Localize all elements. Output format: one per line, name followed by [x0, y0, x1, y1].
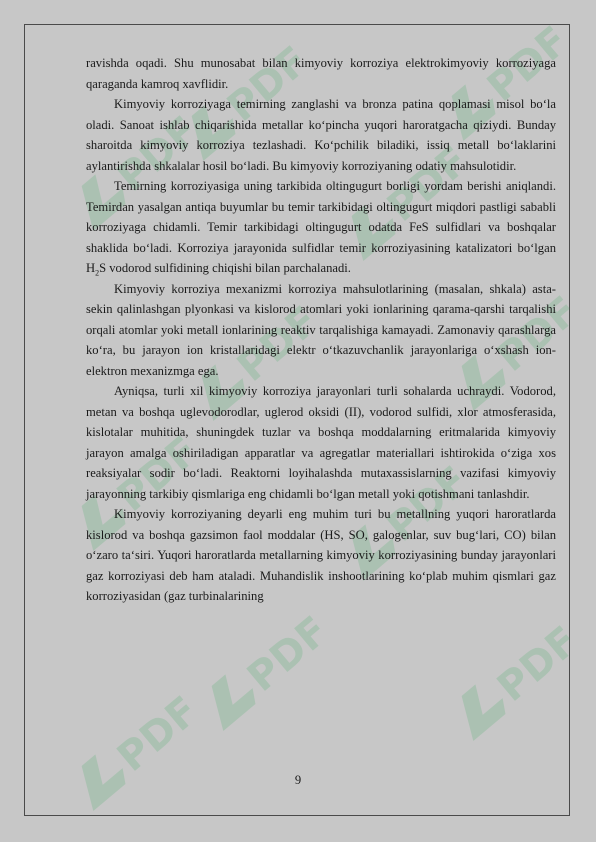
svg-text:PDF: PDF [108, 107, 208, 201]
paragraph-text: S vodorod sulfidining chiqishi bilan parchalanadi. [99, 261, 351, 275]
paragraph: Kimyoviy korroziyaning deyarli eng muhim turi bu metallning yuqori haroratlarda kislorod va boshqa gazsimon faol moddalar (HS, SO, galogenlar, suv bug‘lari, CO) bilan o‘zaro ta‘siri. Yuqori haroratlarda metallarning kimyoviy korroziyasining bunday jarayonlari gaz korroziyasi deb ham ataladi. Muhandislik inshootlarining ko‘plab muhim qismlari gaz korroziyasidan (gaz turbinalarining [86, 507, 556, 603]
svg-text:PDF: PDF [108, 427, 208, 521]
svg-text:PDF: PDF [478, 17, 578, 111]
subscript: 2 [95, 268, 100, 278]
svg-text:PDF: PDF [218, 37, 318, 131]
svg-text:PDF: PDF [488, 617, 588, 711]
paragraph: ravishda oqadi. Shu munosabat bilan kimyoviy korroziya elektrokimyoviy korroziyaga qaraganda kamroq xavflidir. [86, 56, 556, 91]
svg-text:PDF: PDF [108, 687, 208, 781]
paragraph-text: Temirning korroziyasiga uning tarkibida oltingugurt borligi yordam berishi aniqlandi. Temirdan yasalgan antiqa buyumlar bu temir tarkibidagi oltingugurt miqdori pastligi sababli korroziyaga chidamli. Temir tarkibidagi oltingugurt odatda FeS sulfidlari va boshqalar shaklida bo‘ladi. Korroziya jarayonida sulfidlar temir korroziyasining katalizatori bo‘lgan H [86, 179, 556, 275]
svg-text:PDF: PDF [488, 287, 588, 381]
paragraph [86, 176, 556, 279]
svg-text:PDF: PDF [228, 297, 328, 391]
paragraph: Kimyoviy korroziyaga temirning zanglashi va bronza patina qoplamasi misol bo‘la oladi. Sanoat ishlab chiqarishida metallar ko‘pincha yuqori haroratgacha qiziydi. Bunday sharoitda kimyoviy korroziya tezlashadi. Ko‘pchilik biladiki, issiq metall bo‘laklarini aylantirishda shkalalar hosil bo‘ladi. Bu kimyoviy korroziyaning odatiy mahsulotidir. [86, 97, 556, 173]
page-number: 9 [294, 773, 302, 787]
svg-text:PDF: PDF [238, 607, 338, 701]
document-body [86, 53, 556, 607]
paragraph: Kimyoviy korroziya mexanizmi korroziya mahsulotlarining (masalan, shkala) asta-sekin qalinlashgan plyonkasi va kislorod atomlari yoki ionlarining qarama-qarshi tarqalishi orqali atomlar yoki metall ionlarining reaktiv tarqalishiga kamayadi. Zamonaviy qarashlarga ko‘ra, bu jarayon ion kristallaridagi elektr o‘tkazuvchanlik jarayonlariga o‘xshash ion-elektron mexanizmga ega. [86, 281, 556, 378]
paragraph: Ayniqsa, turli xil kimyoviy korroziya jarayonlari turli sohalarda uchraydi. Vodorod, metan va boshqa uglevodorodlar, uglerod oksidi (II), vodorod sulfidi, xlor atmosferasida, kislotalar muhitida, shuningdek tuzlar va boshqa moddalarning eritmalarida kimyoviy jarayon amalga oshiriladigan apparatlar va agregatlar materiallari ishtirokida o‘ziga xos reaksiyalar sodir bo‘ladi. Reaktorni loyihalashda mutaxassislarning vazifasi kimyoviy jarayonning tarkibiy qismlariga eng chidamli bo‘lgan metall yoki qotishmani tanlashdir. [86, 384, 556, 501]
svg-text:PDF: PDF [378, 137, 478, 231]
svg-text:PDF: PDF [378, 457, 478, 551]
